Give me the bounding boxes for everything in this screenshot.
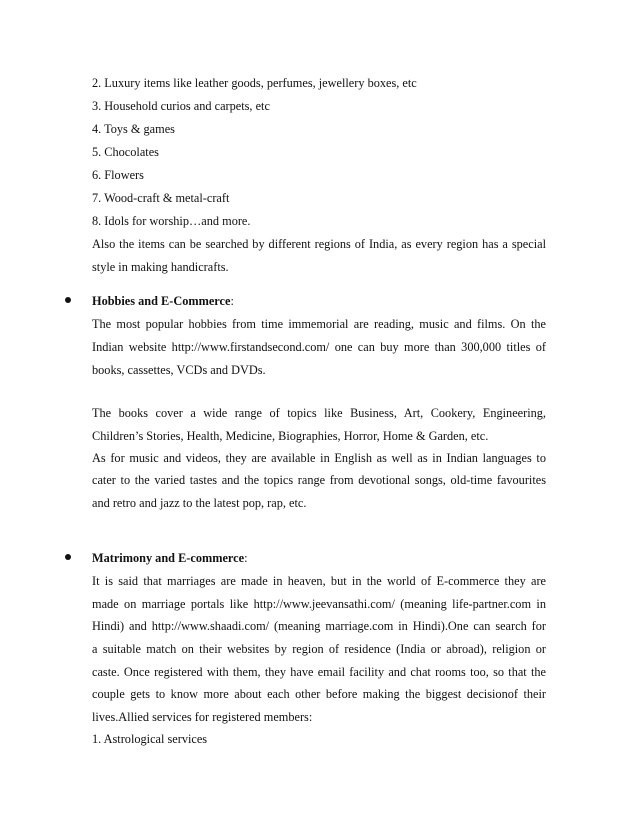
hobbies-paragraph-line: Indian website http://www.firstandsecond.com/ one can buy more than 300,000 titles of [92, 340, 546, 354]
list-item: 7. Wood-craft & metal-craft [92, 191, 230, 205]
matrimony-paragraph-line: a suitable match on their websites by region of residence (India or abroad), religion or [92, 642, 546, 656]
hobbies-paragraph-line: books, cassettes, VCDs and DVDs. [92, 363, 266, 377]
matrimony-paragraph-line: couple gets to know more about each other before making the biggest decisionof their [92, 687, 546, 701]
hobbies-paragraph-line: cater to the varied tastes and the topics range from devotional songs, old-time favourites [92, 473, 546, 487]
regions-paragraph-line: style in making handicrafts. [92, 260, 229, 274]
matrimony-paragraph-line: Hindi) and http://www.shaadi.com/ (meaning marriage.com in Hindi).One can search for [92, 619, 546, 633]
list-item: 2. Luxury items like leather goods, perfumes, jewellery boxes, etc [92, 76, 417, 90]
bullet-icon [64, 550, 74, 560]
hobbies-paragraph-line: The most popular hobbies from time immemorial are reading, music and films. On the [92, 317, 546, 331]
hobbies-paragraph-line: Children’s Stories, Health, Medicine, Biographies, Horror, Home & Garden, etc. [92, 429, 489, 443]
hobbies-paragraph-line: The books cover a wide range of topics like Business, Art, Cookery, Engineering, [92, 406, 546, 420]
list-item: 1. Astrological services [92, 732, 208, 746]
matrimony-paragraph-line: made on marriage portals like http://www.jeevansathi.com/ (meaning life-partner.com in [92, 597, 546, 611]
section-heading-matrimony [92, 550, 546, 566]
matrimony-paragraph-line: caste. Once registered with them, they have email facility and chat rooms too, so that the [92, 665, 546, 679]
heading-colon: : [230, 294, 234, 308]
list-item: 6. Flowers [92, 168, 144, 182]
matrimony-paragraph-line: lives.Allied services for registered members: [92, 710, 313, 724]
hobbies-paragraph-line: As for music and videos, they are available in English as well as in Indian languages to [92, 451, 546, 465]
regions-paragraph-line: Also the items can be searched by different regions of India, as every region has a special [92, 237, 546, 251]
bullet-icon [64, 293, 74, 303]
heading-text: Hobbies and E-Commerce [92, 294, 231, 308]
list-item: 8. Idols for worship…and more. [92, 214, 251, 228]
heading-colon: : [244, 551, 248, 565]
section-heading-hobbies [92, 293, 546, 309]
list-item: 4. Toys & games [92, 122, 175, 136]
list-item: 3. Household curios and carpets, etc [92, 99, 270, 113]
matrimony-paragraph-line: It is said that marriages are made in heaven, but in the world of E-commerce they are [92, 574, 546, 588]
hobbies-paragraph-line: and retro and jazz to the latest pop, rap, etc. [92, 496, 307, 510]
heading-text: Matrimony and E-commerce [92, 551, 245, 565]
list-item: 5. Chocolates [92, 145, 159, 159]
